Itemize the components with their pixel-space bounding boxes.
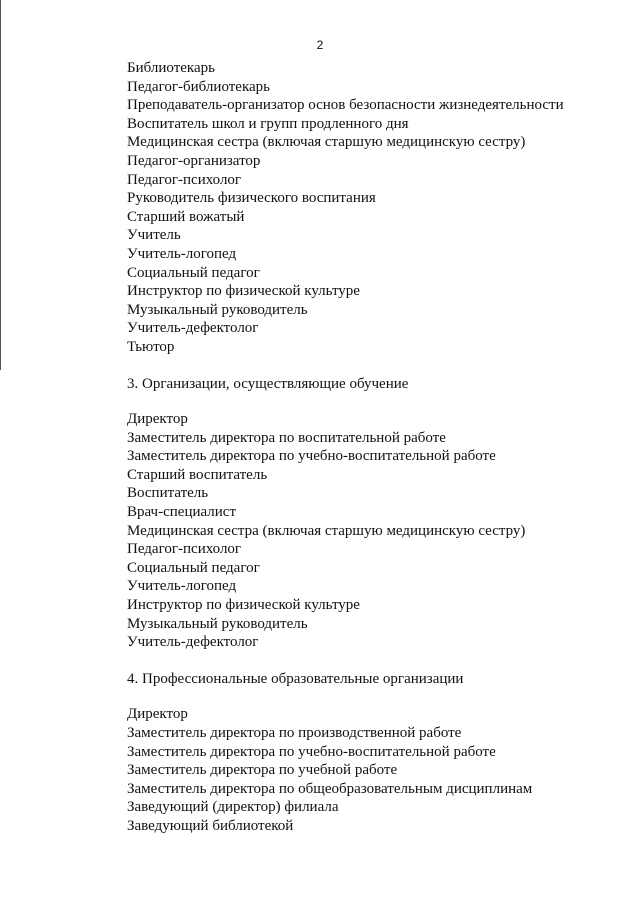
list-item: Учитель-логопед [127, 578, 237, 595]
list-item: Учитель-логопед [127, 245, 237, 262]
list-item: Врач-специалист [127, 504, 237, 521]
list-item: Библиотекарь [127, 60, 215, 76]
list-item: Учитель-дефектолог [127, 320, 259, 337]
document-body [127, 59, 627, 836]
list-item: Заместитель директора по учебно-воспитательной работе [127, 743, 496, 760]
list-item: Заместитель директора по учебно-воспитательной работе [127, 448, 496, 465]
list-item: Педагог-психолог [127, 541, 242, 558]
list-item: Заведующий (директор) филиала [127, 799, 339, 816]
list-item: Директор [127, 411, 188, 428]
list-item: Музыкальный руководитель [127, 615, 308, 632]
list-item: Социальный педагог [127, 559, 260, 576]
list-item: Старший воспитатель [127, 466, 268, 483]
list-item: Учитель [127, 227, 181, 244]
list-item: Медицинская сестра (включая старшую медицинскую сестру) [127, 522, 526, 539]
section-3-list [127, 410, 627, 652]
list-item: Заместитель директора по воспитательной работе [127, 429, 446, 446]
list-item: Заместитель директора по учебной работе [127, 762, 398, 779]
list-item: Директор [127, 706, 188, 723]
list-item: Инструктор по физической культуре [127, 283, 360, 300]
list-item: Заведующий библиотекой [127, 817, 294, 834]
list-item: Воспитатель [127, 485, 209, 502]
list-item: Медицинская сестра (включая старшую медицинскую сестру) [127, 134, 526, 151]
list-item: Старший вожатый [127, 208, 245, 225]
list-item: Воспитатель школ и групп продленного дня [127, 115, 409, 132]
page-edge-rule [0, 0, 1, 370]
section-4-list [127, 705, 627, 835]
list-item: Руководитель физического воспитания [127, 190, 376, 207]
list-item: Тьютор [127, 338, 175, 355]
list-item: Инструктор по физической культуре [127, 597, 360, 614]
list-item: Преподаватель-организатор основ безопасности жизнедеятельности [127, 97, 564, 114]
page-number: 2 [316, 38, 324, 52]
section-heading-3: 3. Организации, осуществляющие обучение [127, 375, 409, 392]
list-item: Педагог-библиотекарь [127, 78, 271, 95]
list-item: Музыкальный руководитель [127, 301, 308, 318]
positions-list-continued [127, 59, 627, 357]
list-item: Учитель-дефектолог [127, 634, 259, 651]
list-item: Социальный педагог [127, 264, 260, 281]
list-item: Заместитель директора по общеобразовательным дисциплинам [127, 780, 533, 797]
list-item: Педагог-психолог [127, 171, 242, 188]
list-item: Педагог-организатор [127, 152, 261, 169]
list-item: Заместитель директора по производственной работе [127, 725, 462, 741]
section-heading-4: 4. Профессиональные образовательные организации [127, 670, 464, 687]
